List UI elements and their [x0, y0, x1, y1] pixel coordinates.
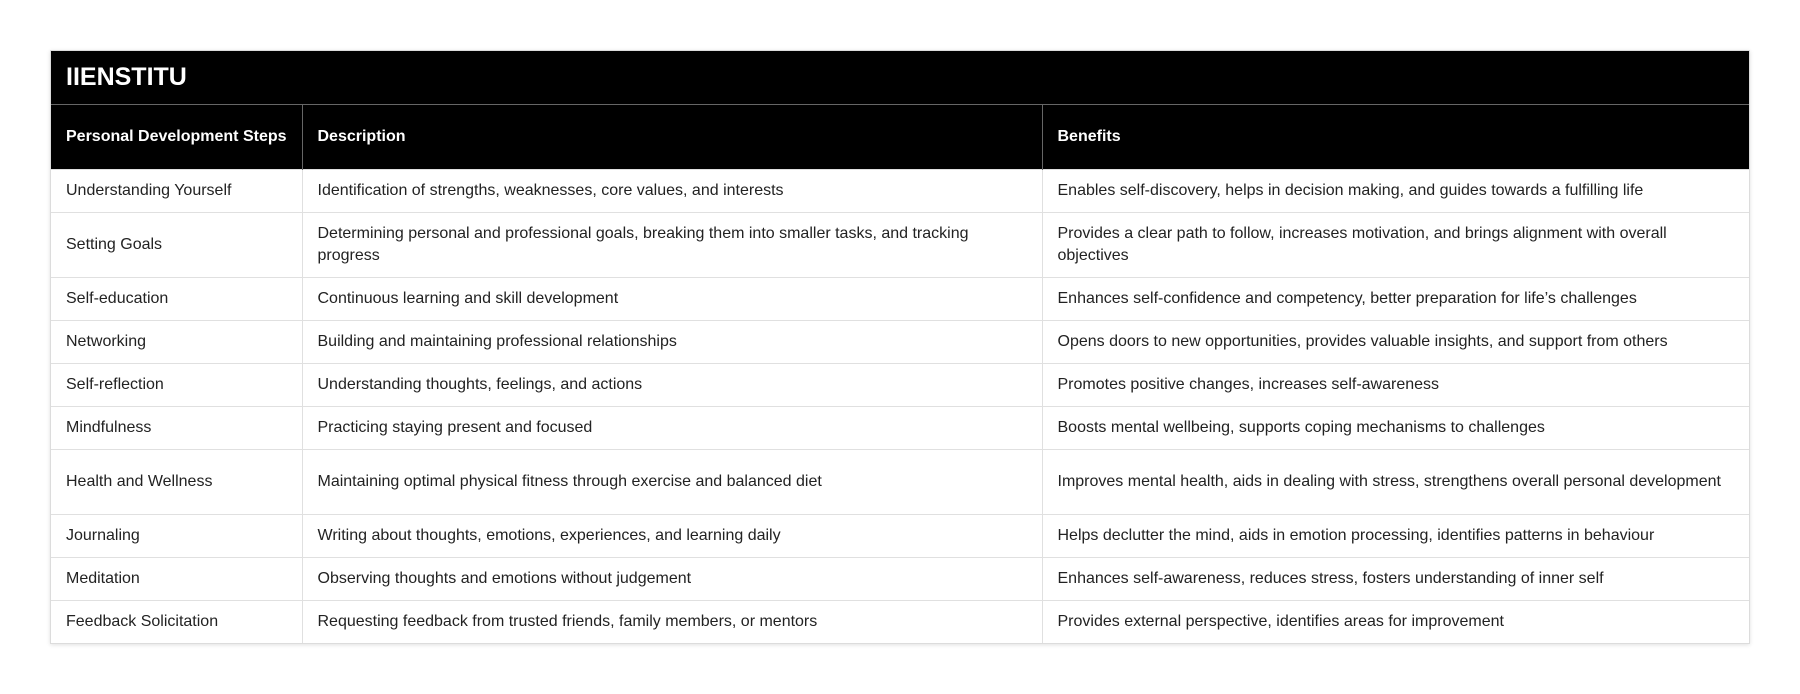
table-header [51, 105, 1749, 169]
cell-benefits: Improves mental health, aids in dealing with stress, strengthens overall personal development [1042, 449, 1749, 514]
cell-description: Maintaining optimal physical fitness through exercise and balanced diet [302, 449, 1042, 514]
cell-benefits: Enhances self-confidence and competency, better preparation for life’s challenges [1042, 277, 1749, 320]
cell-step: Mindfulness [51, 406, 302, 449]
table-row [51, 600, 1749, 643]
cell-benefits: Helps declutter the mind, aids in emotion processing, identifies patterns in behaviour [1042, 514, 1749, 557]
personal-development-table [50, 50, 1750, 644]
cell-step: Networking [51, 320, 302, 363]
cell-step: Journaling [51, 514, 302, 557]
cell-description: Understanding thoughts, feelings, and actions [302, 363, 1042, 406]
data-table [51, 105, 1749, 643]
header-description: Description [302, 105, 1042, 169]
table-row [51, 449, 1749, 514]
header-benefits: Benefits [1042, 105, 1749, 169]
table-body [51, 169, 1749, 643]
cell-description: Requesting feedback from trusted friends, family members, or mentors [302, 600, 1042, 643]
cell-step: Feedback Solicitation [51, 600, 302, 643]
cell-benefits: Opens doors to new opportunities, provides valuable insights, and support from others [1042, 320, 1749, 363]
cell-description: Observing thoughts and emotions without judgement [302, 557, 1042, 600]
table-row [51, 406, 1749, 449]
cell-description: Building and maintaining professional relationships [302, 320, 1042, 363]
table-row [51, 212, 1749, 277]
cell-benefits: Boosts mental wellbeing, supports coping mechanisms to challenges [1042, 406, 1749, 449]
cell-step: Setting Goals [51, 212, 302, 277]
table-row [51, 557, 1749, 600]
cell-description: Practicing staying present and focused [302, 406, 1042, 449]
cell-benefits: Provides external perspective, identifies areas for improvement [1042, 600, 1749, 643]
table-row [51, 363, 1749, 406]
cell-benefits: Promotes positive changes, increases self-awareness [1042, 363, 1749, 406]
cell-benefits: Provides a clear path to follow, increases motivation, and brings alignment with overall objectives [1042, 212, 1749, 277]
cell-step: Self-education [51, 277, 302, 320]
cell-benefits: Enables self-discovery, helps in decision making, and guides towards a fulfilling life [1042, 169, 1749, 212]
table-row [51, 277, 1749, 320]
table-row [51, 169, 1749, 212]
table-row [51, 320, 1749, 363]
cell-step: Self-reflection [51, 363, 302, 406]
cell-step: Understanding Yourself [51, 169, 302, 212]
header-row [51, 105, 1749, 169]
cell-step: Meditation [51, 557, 302, 600]
cell-description: Writing about thoughts, emotions, experiences, and learning daily [302, 514, 1042, 557]
table-row [51, 514, 1749, 557]
cell-description: Determining personal and professional goals, breaking them into smaller tasks, and tracking progress [302, 212, 1042, 277]
cell-step: Health and Wellness [51, 449, 302, 514]
cell-description: Identification of strengths, weaknesses, core values, and interests [302, 169, 1042, 212]
table-title: IIENSTITU [51, 51, 1749, 105]
header-steps: Personal Development Steps [51, 105, 302, 169]
cell-description: Continuous learning and skill development [302, 277, 1042, 320]
cell-benefits: Enhances self-awareness, reduces stress, fosters understanding of inner self [1042, 557, 1749, 600]
